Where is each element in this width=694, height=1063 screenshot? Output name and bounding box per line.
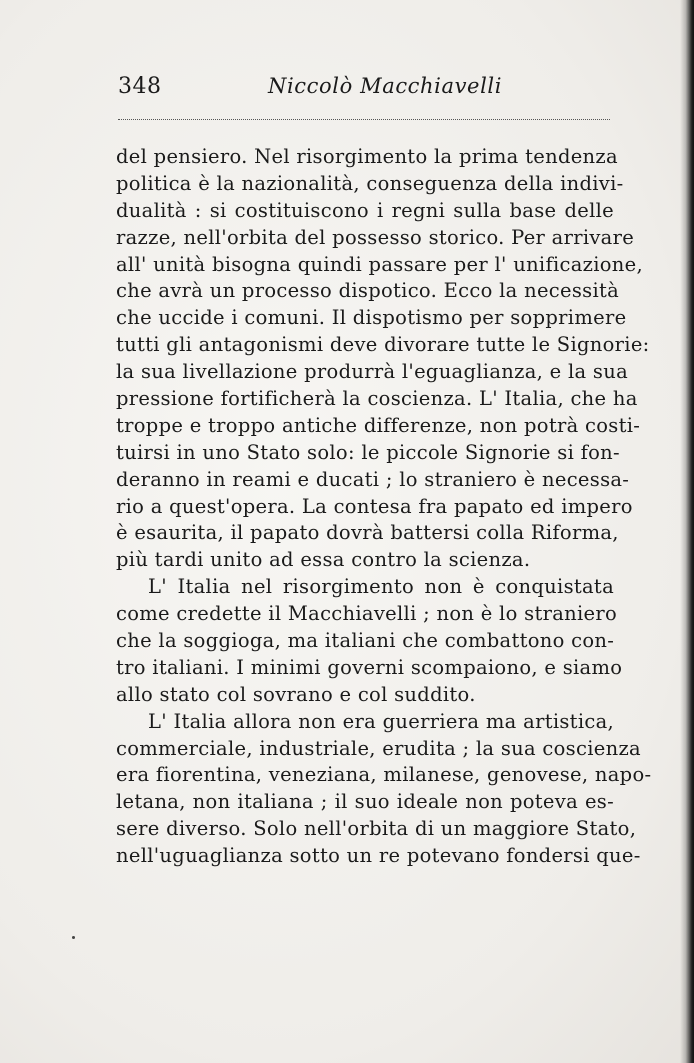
text-line: che la soggioga, ma italiani che combattono con- (116, 629, 615, 653)
text-line: L' Italia allora non era guerriera ma artistica, (148, 709, 614, 733)
text-line: tutti gli antagonismi deve divorare tutte le Signorie: (116, 333, 650, 357)
text-line: deranno in reami e ducati ; lo straniero è necessa- (116, 467, 630, 491)
text-line: politica è la nazionalità, conseguenza della indivi- (116, 171, 624, 195)
text-line: razze, nell'orbita del possesso storico. Per arrivare (116, 225, 635, 249)
text-line: tuirsi in uno Stato solo: le piccole Signorie si fon- (116, 440, 620, 464)
text-line: era fiorentina, veneziana, milanese, genovese, napo- (116, 763, 652, 787)
text-line: dualità : si costituiscono i regni sulla base delle (116, 198, 614, 222)
text-line: letana, non italiana ; il suo ideale non poteva es- (116, 790, 614, 814)
header-divider (118, 119, 610, 120)
text-line: all' unità bisogna quindi passare per l' unificazione, (116, 252, 644, 276)
body-text (116, 144, 652, 870)
text-line: tro italiani. I minimi governi scompaiono, e siamo (116, 655, 623, 679)
text-line: del pensiero. Nel risorgimento la prima tendenza (116, 145, 618, 168)
text-line: sere diverso. Solo nell'orbita di un maggiore Stato, (116, 817, 637, 841)
text-line: la sua livellazione produrrà l'eguaglianza, e la sua (116, 360, 629, 384)
page-edge-shadow (680, 0, 694, 1063)
page-number: 348 (118, 74, 162, 99)
text-line: commerciale, industriale, erudita ; la sua coscienza (116, 736, 641, 760)
text-line: pressione fortificherà la coscienza. L' Italia, che ha (116, 387, 638, 411)
text-line: allo stato col sovrano e col suddito. (116, 682, 476, 706)
text-line: nell'uguaglianza sotto un re potevano fondersi que- (116, 844, 641, 868)
text-line: che uccide i comuni. Il dispotismo per sopprimere (116, 306, 627, 330)
text-line: come credette il Macchiavelli ; non è lo straniero (116, 602, 618, 626)
text-line: più tardi unito ad essa contro la scienza. (116, 548, 531, 572)
text-line: L' Italia nel risorgimento non è conquistata (148, 575, 614, 599)
text-line: è esaurita, il papato dovrà battersi colla Riforma, (116, 521, 619, 545)
margin-mark (72, 936, 75, 939)
running-title: Niccolò Macchiavelli (268, 74, 503, 98)
text-line: troppe e troppo antiche differenze, non potrà costi- (116, 413, 641, 437)
text-line: rio a quest'opera. La contesa fra papato ed impero (116, 494, 633, 518)
text-line: che avrà un processo dispotico. Ecco la necessità (116, 279, 620, 303)
page-header (118, 68, 610, 108)
